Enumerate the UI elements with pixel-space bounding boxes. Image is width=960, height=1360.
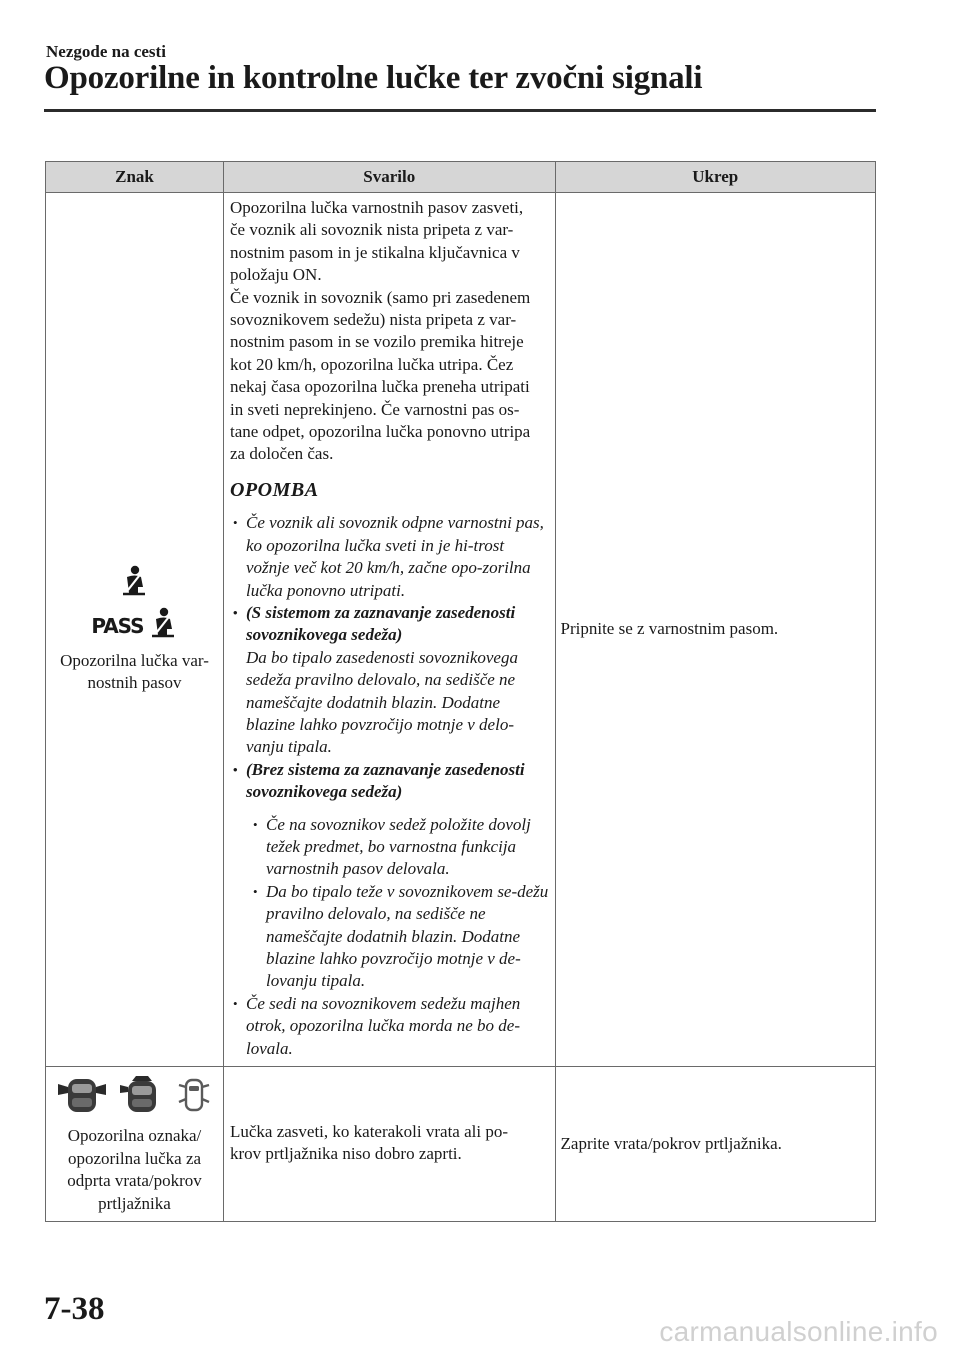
note-list <box>230 512 550 1060</box>
description-line: Opozorilna lučka varnostnih pasov zasveti, <box>229 198 524 217</box>
action-cell: Pripnite se z varnostnim pasom. <box>555 193 875 1067</box>
note-item: • Če voznik ali sovoznik odpne varnostni pas, ko opozorilna lučka sveti in je hi-trost vožnje več kot 20 km/h, začne opo-zorilna lučka ponovno utripati. <box>230 512 550 602</box>
note-item-no-sensor <box>230 759 550 993</box>
caption-line: Opozorilna oznaka/ <box>67 1126 202 1146</box>
note-bold-heading: (Brez sistema za zaznavanje zasedenosti sovoznikovega sedeža) <box>245 759 525 802</box>
description-line: nostnim pasom in se vozilo premika hitreje <box>229 332 524 352</box>
note-sub-item: • Če na sovoznikov sedež položite dovolj težek predmet, bo varnostna funkcija varnostnih pasov delovala. <box>250 814 550 881</box>
description-line: Lučka zasveti, ko katerakoli vrata ali po- <box>229 1121 509 1141</box>
description-line: kot 20 km/h, opozorilna lučka utripa. Čez <box>229 354 514 374</box>
description-line: sovoznikovem sedežu) nista pripeta z var- <box>229 310 517 330</box>
description-line: za določen čas. <box>229 444 334 464</box>
seatbelt-icon <box>119 565 149 603</box>
action-cell: Zaprite vrata/pokrov prtljažnika. <box>555 1067 875 1222</box>
description-line: Če voznik in sovoznik (samo pri zasedenem <box>229 287 531 307</box>
note-sub-item: • Da bo tipalo teže v sovoznikovem se-dežu pravilno delovalo, na sedišče ne nameščajte dodatnih blazin. Dodatne blazine lahko povzročijo motnje v de-lovanju tipala. <box>250 881 550 993</box>
description-line: in sveti neprekinjeno. Če varnostni pas os- <box>229 399 520 419</box>
title-divider <box>44 109 876 112</box>
door-ajar-icon <box>174 1075 214 1121</box>
pass-label: PASS <box>91 614 144 639</box>
page-number: 7-38 <box>44 1291 105 1327</box>
description-line: nostnim pasom in je stikalna ključavnica v <box>229 242 520 262</box>
section-label: Nezgode na cesti <box>46 42 166 61</box>
description-line: položaju ON. <box>229 265 322 285</box>
car-door-open-icon <box>54 1075 110 1121</box>
column-header-action: Ukrep <box>555 162 875 193</box>
caption-line: prtljažnika <box>98 1193 171 1213</box>
description-line: krov prtljažnika niso dobro zaprti. <box>229 1144 462 1164</box>
page-title: Opozorilne in kontrolne lučke ter zvočni signali <box>44 60 703 96</box>
note-item-occupancy-sensor <box>230 602 550 759</box>
warning-lights-table <box>45 161 876 1222</box>
note-bold-heading: (S sistemom za zaznavanje zasedenosti sovoznikovega sedeža) <box>245 602 516 645</box>
note-item: • Če sedi na sovoznikovem sedežu majhen otrok, opozorilna lučka morda ne bo de-lovala. <box>230 993 550 1060</box>
description-line: tane odpet, opozorilna lučka ponovno utripa <box>229 422 531 442</box>
table-row <box>46 193 876 1067</box>
column-header-warning: Svarilo <box>223 162 555 193</box>
symbol-cell <box>46 193 224 1067</box>
description-line: če voznik ali sovoznik nista pripeta z var- <box>229 220 514 240</box>
warning-description-cell <box>223 1067 555 1222</box>
description-line: nekaj časa opozorilna lučka preneha utripati <box>229 377 530 397</box>
caption-line: opozorilna lučka za <box>67 1148 202 1168</box>
watermark: carmanualsonline.info <box>659 1316 938 1347</box>
car-trunk-open-icon <box>114 1075 170 1121</box>
caption-line: odprta vrata/pokrov <box>67 1171 202 1191</box>
table-header-row <box>46 162 876 193</box>
table-row <box>46 1067 876 1222</box>
column-header-symbol: Znak <box>46 162 224 193</box>
note-title: OPOMBA <box>229 478 319 501</box>
note-sub-list <box>250 814 550 993</box>
note-text: Da bo tipalo zasedenosti sovoznikovega sedeža pravilno delovalo, na sedišče ne nameščajte dodatnih blazin. Dodatne blazine lahko povzročijo motnje v delo-vanju tipala. <box>245 647 518 757</box>
symbol-caption <box>54 1125 215 1215</box>
symbol-cell <box>46 1067 224 1222</box>
symbol-caption: Opozorilna lučka var-nostnih pasov <box>60 650 209 692</box>
pass-seatbelt-indicator <box>91 607 177 645</box>
warning-description-cell <box>223 193 555 1067</box>
pass-seatbelt-icon <box>148 607 178 645</box>
